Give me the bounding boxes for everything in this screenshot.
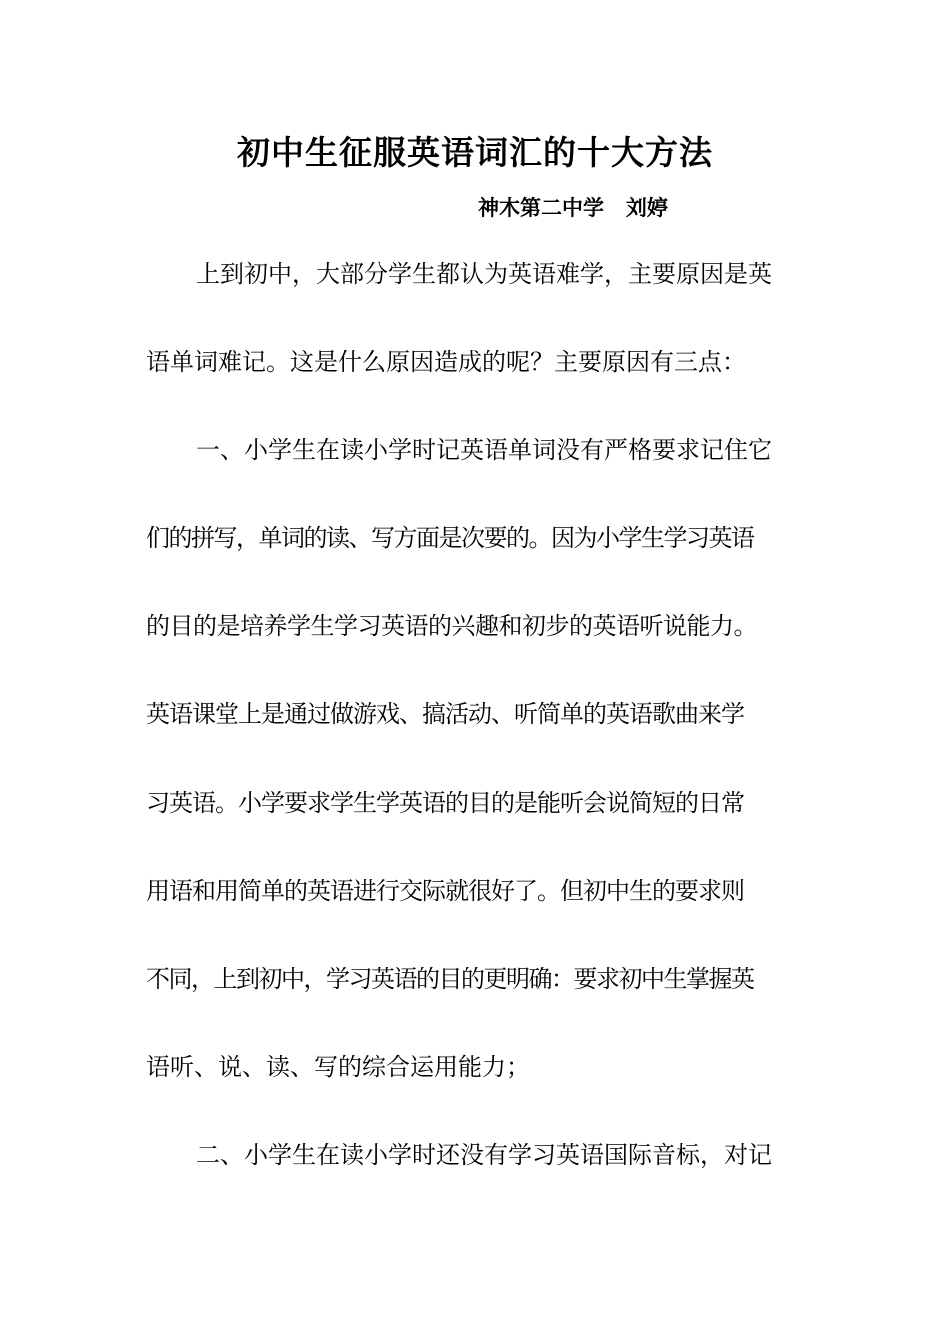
paragraph-line: 语听、说、读、写的综合运用能力； (146, 1053, 530, 1081)
paragraph-line: 习英语。小学要求学生学英语的目的是能听会说简短的日常 (146, 789, 744, 817)
paragraph-line: 们的拼写，单词的读、写方面是次要的。因为小学生学习英语 (146, 524, 754, 552)
document-title: 初中生征服英语词汇的十大方法 (237, 133, 713, 172)
paragraph-line: 不同，上到初中，学习英语的目的更明确：要求初中生掌握英 (146, 965, 754, 993)
paragraph-line: 英语课堂上是通过做游戏、搞活动、听简单的英语歌曲来学 (146, 700, 744, 728)
paragraph-line: 上到初中，大部分学生都认为英语难学，主要原因是英 (196, 260, 772, 288)
paragraph-line: 一、小学生在读小学时记英语单词没有严格要求记住它 (196, 436, 772, 464)
paragraph-line: 语单词难记。这是什么原因造成的呢？主要原因有三点： (146, 348, 746, 376)
paragraph-line: 的目的是培养学生学习英语的兴趣和初步的英语听说能力。 (146, 612, 757, 640)
paragraph-line: 用语和用简单的英语进行交际就很好了。但初中生的要求则 (146, 877, 744, 905)
document-author: 神木第二中学 刘婷 (478, 196, 668, 220)
paragraph-line: 二、小学生在读小学时还没有学习英语国际音标，对记 (196, 1141, 772, 1169)
